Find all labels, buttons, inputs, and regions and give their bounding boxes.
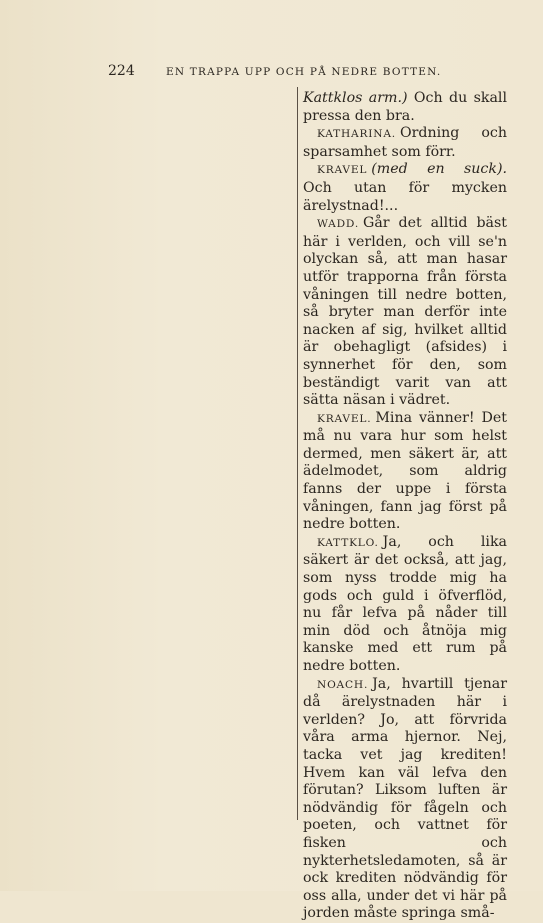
speaker-name: KRAVEL <box>317 164 368 177</box>
speaker-name: WADD. <box>317 218 359 231</box>
paragraph <box>303 125 507 161</box>
paragraph <box>303 410 507 534</box>
stage-direction: Kattklos arm.) <box>303 90 408 106</box>
speech-text: Och utan för mycken ärelystnad!... <box>303 179 507 214</box>
speaker-name: KRAVEL. <box>317 412 372 425</box>
paragraph <box>303 215 507 410</box>
speech-text: Går det alltid bäst här i verlden, och vill se'n olyckan så, att man hasar utför trapporna från första våningen till nedre botten, så bryter man derför inte nacken af sig, hvilket alltid är obehagligt (afsides) i synnerhet för den, som beständigt varit van att sätta näsan i vädret. <box>303 215 507 409</box>
speaker-name: KATHARINA. <box>317 128 396 141</box>
paragraph <box>303 676 507 923</box>
speech-text: Ordning och sparsamhet som förr. <box>303 125 507 160</box>
paragraph <box>303 161 507 215</box>
page-number: 224 <box>108 63 135 79</box>
paragraph <box>303 534 507 676</box>
speech-text: Mina vänner! Det må nu vara hur som helst dermed, men säkert är, att ädelmodet, som aldrig fanns der uppe i första våningen, fann jag först på nedre botten. <box>303 409 507 533</box>
speaker-name: KATTKLO. <box>317 536 379 549</box>
paragraph <box>303 90 507 125</box>
speech-text: Ja, och lika säkert är det också, att jag, som nyss trodde mig ha gods och guld i öfverflöd, nu får lefva på nåder till min död och åtnöja mig kanske med ett rum på nedre botten. <box>303 533 507 674</box>
column-rule <box>297 87 298 820</box>
running-title: EN TRAPPA UPP OCH PÅ NEDRE BOTTEN. <box>166 66 442 78</box>
speech-text: Ja, hvartill tjenar då ärelystnaden här i verlden? Jo, att förvrida våra arma hjernor. Nej, tacka vet jag krediten! Hvem kan väl lefva den förutan? Liksom luften är nödvändig för fågeln och poeten, och vattnet för fisken och nykterhetsledamoten, så är ock krediten nödvändig för oss alla, under det vi här på jorden måste springa små- <box>303 675 507 922</box>
speaker-name: NOACH. <box>317 678 369 691</box>
stage-direction: (med en suck). <box>371 161 507 178</box>
text-column <box>303 90 507 923</box>
speech-text: Och du skall pressa den bra. <box>303 90 507 124</box>
